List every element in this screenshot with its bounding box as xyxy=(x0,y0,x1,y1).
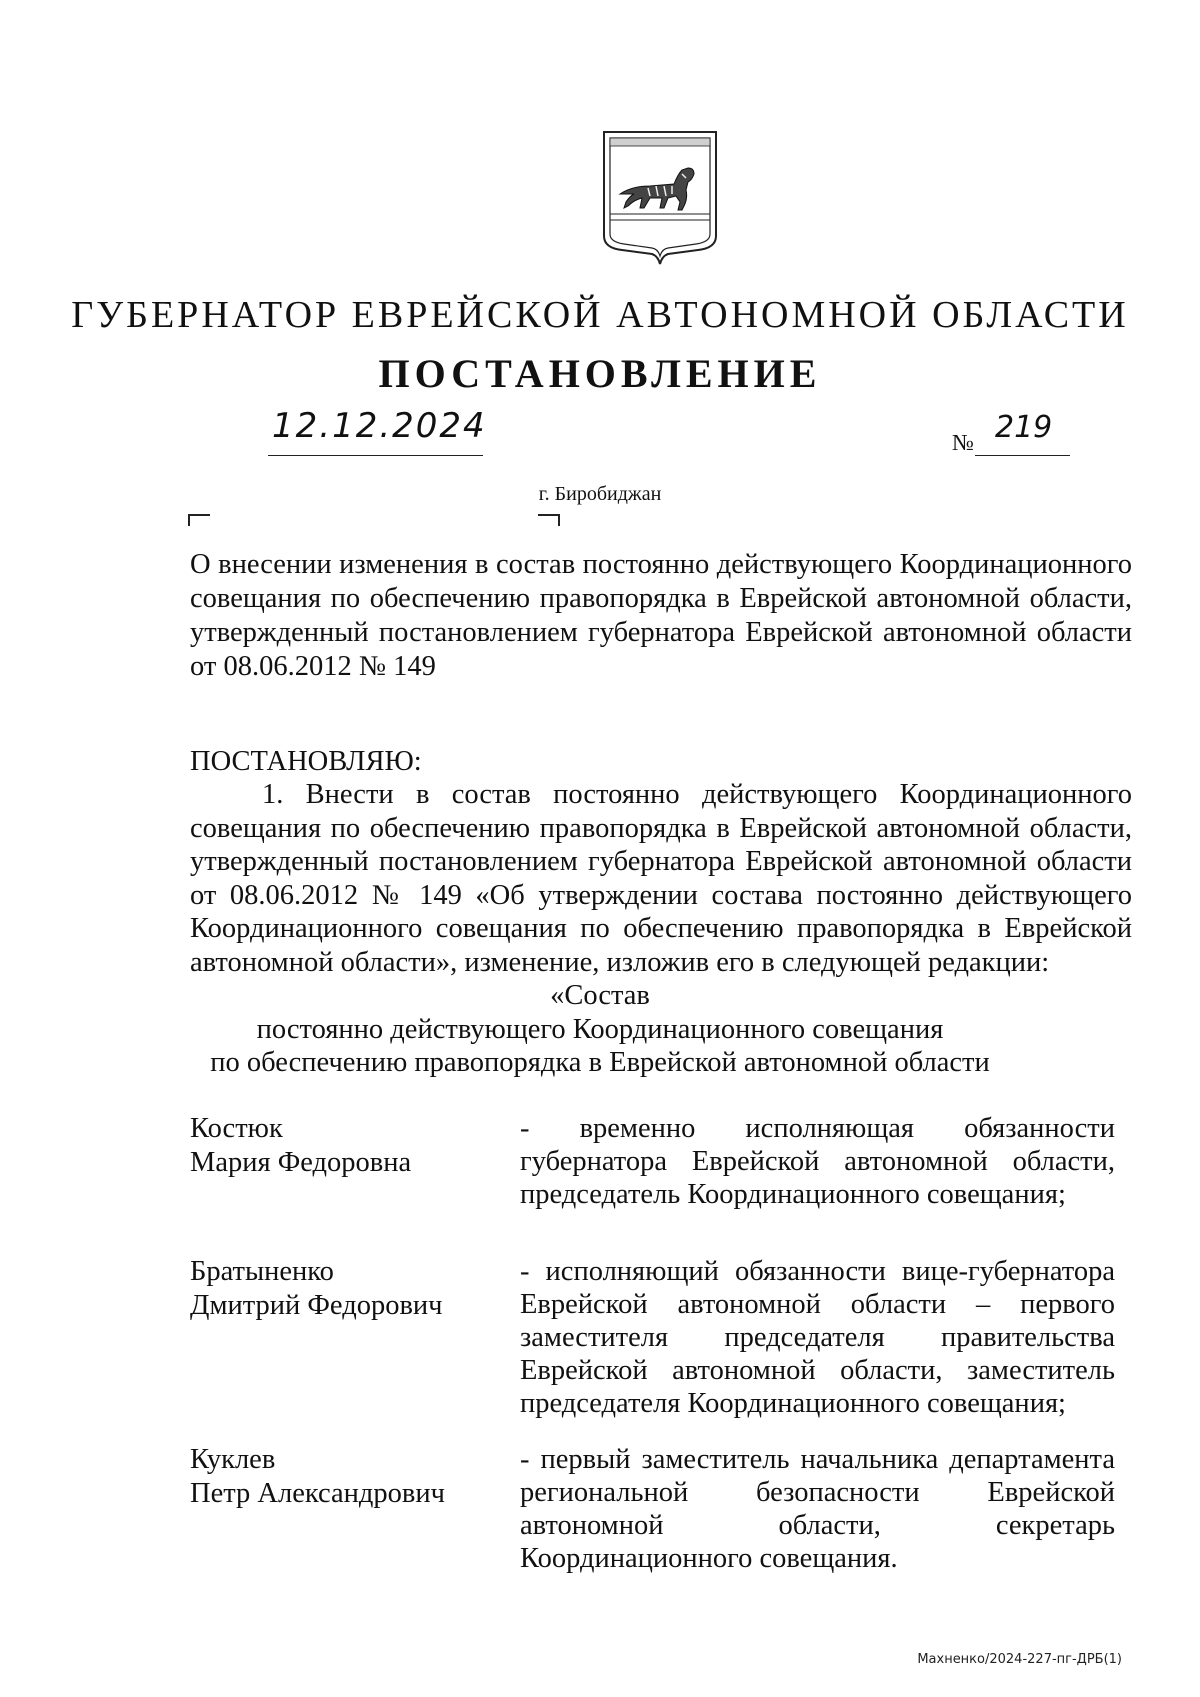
corner-bracket-left xyxy=(188,514,210,526)
member-given-name: Мария Федоровна xyxy=(190,1146,412,1178)
composition-title-line: «Состав xyxy=(550,980,650,1011)
paragraph-1: 1. Внести в состав постоянно действующего Координационного совещания по обеспечению правопорядка в Еврейской автономной области, утвержденный постановлением губернатора Еврейской автономной области от 08.06.2012 № 149 «Об утверждении состава постоянно действующего Координационного совещания по обеспечению правопорядка в Еврейской автономной области», изменение, изложив его в следующей редакции: xyxy=(190,779,1132,978)
composition-title-line: постоянно действующего Координационного совещания xyxy=(256,1013,944,1045)
coat-of-arms-emblem xyxy=(598,128,722,268)
date-underline xyxy=(268,455,483,456)
member-surname: Братыненко xyxy=(190,1256,334,1287)
member-surname: Костюк xyxy=(190,1113,283,1144)
document-date: 12.12.2024 xyxy=(272,406,487,446)
member-role: - временно исполняющая обязанности губернатора Еврейской автономной области, председатель Координационного совещания; xyxy=(520,1113,1115,1210)
composition-title xyxy=(0,979,1200,1080)
footer-reference: Махненко/2024-227-пг-ДРБ(1) xyxy=(917,1652,1122,1667)
member-given-name: Петр Александрович xyxy=(190,1477,445,1509)
decree-word: ПОСТАНОВЛЯЮ: xyxy=(190,746,422,777)
document-number: 219 xyxy=(995,410,1053,445)
number-underline xyxy=(975,455,1070,456)
member-given-name: Дмитрий Федорович xyxy=(190,1289,443,1321)
member-surname: Куклев xyxy=(190,1444,276,1475)
authority-heading: ГУБЕРНАТОР ЕВРЕЙСКОЙ АВТОНОМНОЙ ОБЛАСТИ xyxy=(71,294,1129,336)
city: г. Биробиджан xyxy=(538,483,662,505)
member-role: - исполняющий обязанности вице-губернатора Еврейской автономной области – первого заместителя председателя правительства Еврейской автономной области, заместитель председателя Координационного совещания; xyxy=(520,1256,1115,1419)
member-role: - первый заместитель начальника департамента региональной безопасности Еврейской автономной области, секретарь Координационного совещания. xyxy=(520,1444,1115,1574)
member-name xyxy=(190,1112,520,1179)
document-type: ПОСТАНОВЛЕНИЕ xyxy=(378,351,822,396)
corner-bracket-right xyxy=(538,514,560,526)
document-subject: О внесении изменения в состав постоянно действующего Координационного совещания по обеспечению правопорядка в Еврейской автономной области, утвержденный постановлением губернатора Еврейской автономной области от 08.06.2012 № 149 xyxy=(190,549,1132,682)
number-label: № xyxy=(952,430,974,455)
member-name xyxy=(190,1255,520,1322)
member-name xyxy=(190,1443,520,1510)
composition-title-line: по обеспечению правопорядка в Еврейской автономной области xyxy=(210,1047,990,1078)
